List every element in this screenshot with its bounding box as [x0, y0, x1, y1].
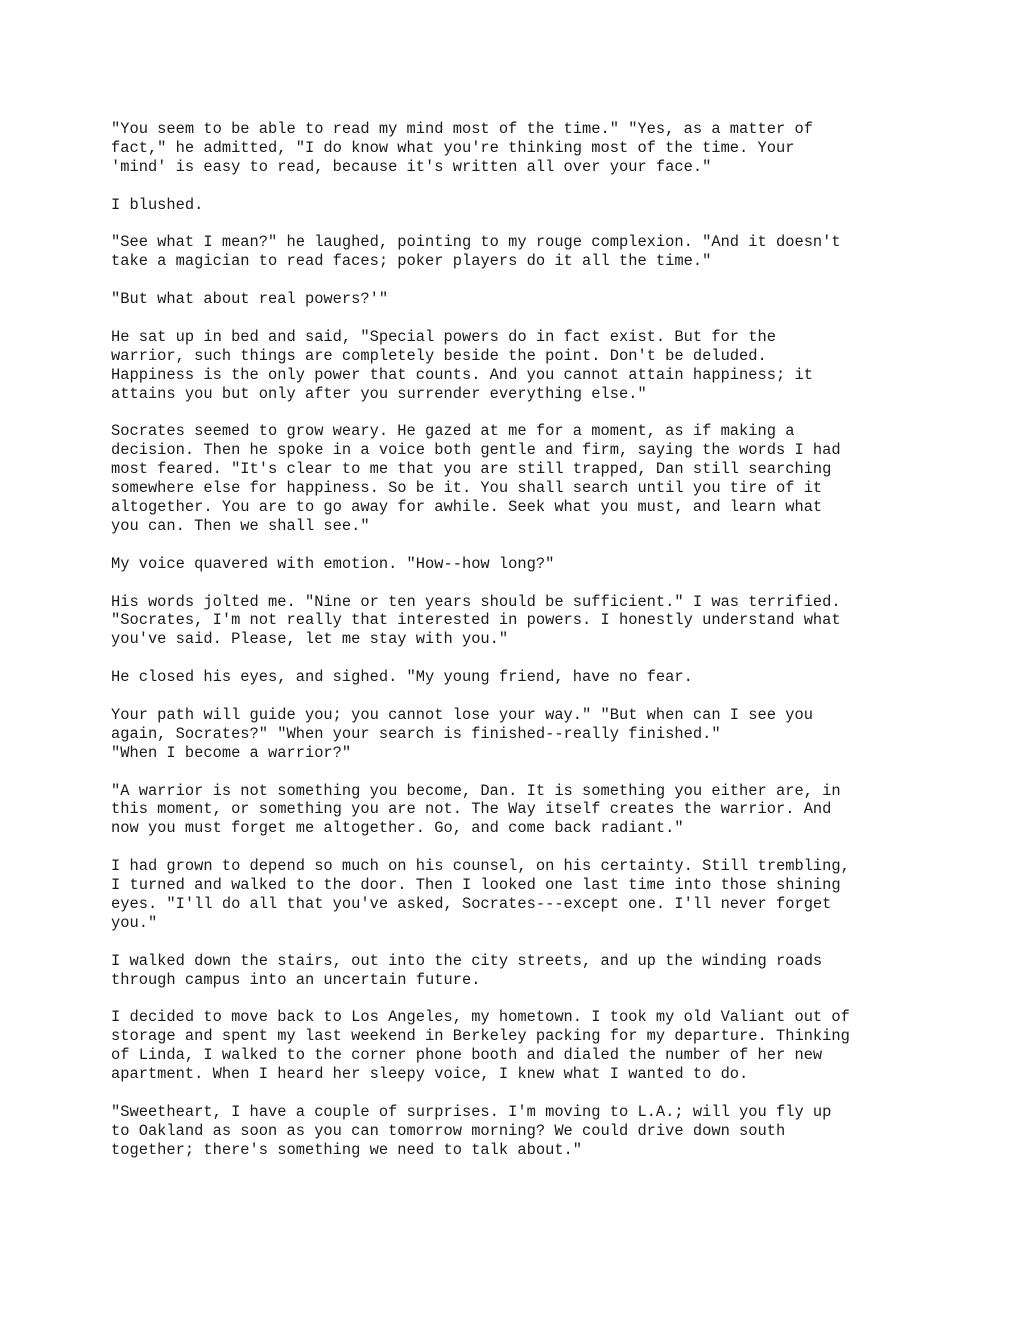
paragraph: [111, 1008, 931, 1084]
text-line: attains you but only after you surrender everything else.": [111, 384, 647, 403]
text-line: He closed his eyes, and sighed. "My young friend, have no fear.: [111, 668, 693, 687]
text-line: "When I become a warrior?": [111, 743, 352, 762]
text-line: 'mind' is easy to read, because it's written all over your face.": [111, 157, 712, 176]
text-line: "See what I mean?" he laughed, pointing to my rouge complexion. "And it doesn't: [111, 233, 841, 252]
text-line: take a magician to read faces; poker players do it all the time.": [111, 252, 712, 271]
text-line: I blushed.: [111, 195, 204, 214]
text-line: decision. Then he spoke in a voice both gentle and firm, saying the words I had: [111, 441, 841, 460]
text-line: together; there's something we need to talk about.": [111, 1140, 583, 1159]
text-line: altogether. You are to go away for awhile. Seek what you must, and learn what: [111, 498, 823, 517]
text-line: you've said. Please, let me stay with you.": [111, 630, 509, 649]
text-line: eyes. "I'll do all that you've asked, Socrates---except one. I'll never forget: [111, 894, 832, 913]
text-line: "Sweetheart, I have a couple of surprises. I'm moving to L.A.; will you fly up: [111, 1102, 832, 1121]
text-line: "Socrates, I'm not really that interested in powers. I honestly understand what: [111, 611, 841, 630]
paragraph: [111, 290, 931, 309]
text-line: apartment. When I heard her sleepy voice, I knew what I wanted to do.: [111, 1065, 749, 1084]
text-line: I walked down the stairs, out into the city streets, and up the winding roads: [111, 951, 823, 970]
text-line: this moment, or something you are not. The Way itself creates the warrior. And: [111, 800, 832, 819]
text-line: My voice quavered with emotion. "How--how long?": [111, 554, 555, 573]
text-line: I decided to move back to Los Angeles, my hometown. I took my old Valiant out of: [111, 1008, 850, 1027]
paragraph: [111, 952, 931, 990]
text-line: of Linda, I walked to the corner phone booth and dialed the number of her new: [111, 1046, 823, 1065]
paragraph: [111, 782, 931, 839]
text-line: I turned and walked to the door. Then I looked one last time into those shining: [111, 876, 841, 895]
text-line: He sat up in bed and said, "Special powers do in fact exist. But for the: [111, 327, 776, 346]
paragraph: [111, 120, 931, 177]
text-line: to Oakland as soon as you can tomorrow morning? We could drive down south: [111, 1121, 786, 1140]
paragraph: [111, 233, 931, 271]
text-line: Socrates seemed to grow weary. He gazed at me for a moment, as if making a: [111, 422, 795, 441]
text-line: warrior, such things are completely beside the point. Don't be deluded.: [111, 346, 767, 365]
text-line: again, Socrates?" "When your search is finished--really finished.": [111, 724, 721, 743]
paragraph: [111, 555, 931, 574]
paragraph: [111, 668, 931, 687]
paragraph: [111, 706, 931, 763]
text-line: most feared. "It's clear to me that you are still trapped, Dan still searching: [111, 460, 832, 479]
text-line: I had grown to depend so much on his counsel, on his certainty. Still trembling,: [111, 857, 850, 876]
text-line: you can. Then we shall see.": [111, 516, 370, 535]
paragraph: [111, 857, 931, 933]
text-line: through campus into an uncertain future.: [111, 970, 481, 989]
text-line: "A warrior is not something you become, Dan. It is something you either are, in: [111, 781, 841, 800]
paragraph: [111, 196, 931, 215]
paragraph: [111, 593, 931, 650]
text-line: "But what about real powers?'": [111, 290, 389, 309]
text-line: now you must forget me altogether. Go, and come back radiant.": [111, 819, 684, 838]
body-text: [111, 120, 931, 1179]
text-line: fact," he admitted, "I do know what you're thinking most of the time. Your: [111, 138, 795, 157]
text-line: Your path will guide you; you cannot lose your way." "But when can I see you: [111, 705, 813, 724]
text-line: storage and spent my last weekend in Berkeley packing for my departure. Thinking: [111, 1027, 850, 1046]
text-line: Happiness is the only power that counts. And you cannot attain happiness; it: [111, 365, 813, 384]
paragraph: [111, 422, 931, 535]
text-line: you.": [111, 913, 158, 932]
text-line: His words jolted me. "Nine or ten years should be sufficient." I was terrified.: [111, 592, 841, 611]
paragraph: [111, 1103, 931, 1160]
paragraph: [111, 328, 931, 404]
text-line: somewhere else for happiness. So be it. You shall search until you tire of it: [111, 479, 823, 498]
text-line: "You seem to be able to read my mind most of the time." "Yes, as a matter of: [111, 120, 813, 138]
